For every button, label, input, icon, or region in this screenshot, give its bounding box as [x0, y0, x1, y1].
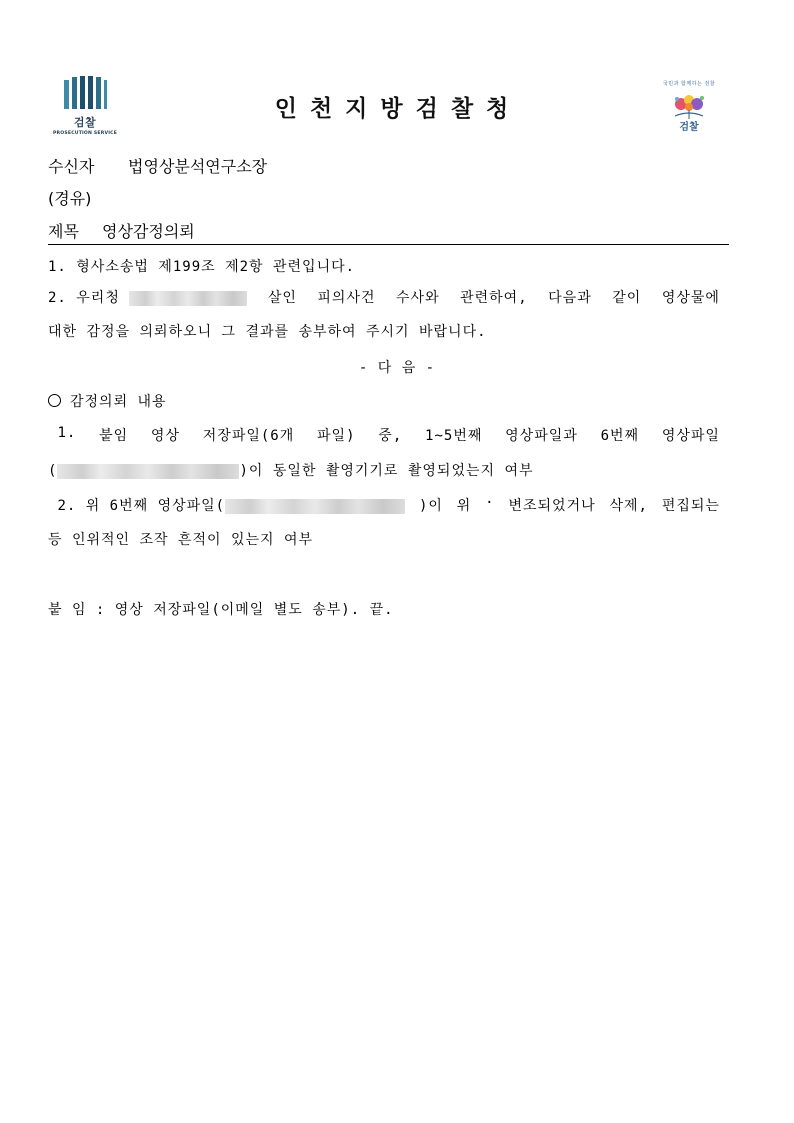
word: ·	[485, 495, 495, 511]
word: 삭제,	[609, 498, 648, 514]
recipient-label: 수신자	[48, 157, 95, 176]
item-2-prefix: 2. 위 6번째 영상파일(	[48, 495, 405, 515]
document-title: 인천지방검찰청	[274, 96, 522, 122]
dahum-heading: - 다 음 -	[358, 360, 436, 376]
logo-left-word: 검찰	[73, 116, 97, 129]
item-1-line-1	[48, 425, 720, 445]
word: 붙임	[99, 428, 129, 444]
mascot-icon	[669, 92, 709, 120]
word: 영상파일	[661, 428, 720, 444]
attachment-line: 붙 임 : 영상 저장파일(이메일 별도 송부). 끝.	[48, 602, 394, 618]
redacted-text	[129, 291, 247, 306]
paragraph-2-prefix: 2. 우리청	[48, 287, 247, 307]
logo-left-subtitle: PROSECUTION SERVICE	[52, 131, 118, 136]
word: 다음과	[548, 290, 592, 306]
prosecution-mascot-logo	[655, 80, 723, 142]
word: 영상물에	[661, 290, 720, 306]
header-divider	[48, 244, 729, 245]
prosecution-emblem-icon	[64, 76, 107, 109]
word: 영상	[150, 428, 180, 444]
word: 1.	[57, 425, 77, 441]
word: 같이	[612, 290, 642, 306]
recipient-value: 법영상분석연구소장	[128, 157, 268, 176]
circle-bullet-icon	[48, 394, 61, 407]
prosecution-logo	[48, 76, 122, 140]
word: 변조되었거나	[508, 498, 596, 514]
word: 피의사건	[317, 290, 376, 306]
recipient-row	[48, 154, 267, 177]
word: 중,	[378, 428, 403, 444]
word: 관련하여,	[460, 290, 528, 306]
subject-row	[48, 219, 195, 242]
redacted-text	[57, 464, 239, 479]
word: 6번째	[600, 428, 640, 444]
paragraph-1: 1. 형사소송법 제199조 제2항 관련입니다.	[48, 259, 356, 275]
word: 파일)	[317, 428, 356, 444]
word: )이	[418, 498, 443, 514]
word: 저장파일(6개	[202, 428, 295, 444]
word: 영상파일과	[505, 428, 578, 444]
paragraph-2-line-1	[48, 287, 720, 307]
word: 위	[456, 498, 472, 514]
subject-label: 제목	[48, 222, 79, 241]
word: 수사와	[396, 290, 440, 306]
logo-right-arc-text: 국민과 함께하는 검찰	[662, 81, 716, 87]
item-2-line-1	[48, 495, 720, 515]
subject-value: 영상감정의뢰	[102, 222, 195, 241]
word: 편집되는	[661, 498, 720, 514]
item-2-line-2: 등 인위적인 조작 흔적이 있는지 여부	[48, 532, 314, 548]
section-title: 감정의뢰 내용	[48, 391, 167, 411]
redacted-text	[225, 499, 405, 514]
word: 1~5번째	[425, 428, 483, 444]
paragraph-2-line-2: 대한 감정을 의뢰하오니 그 결과를 송부하여 주시기 바랍니다.	[48, 324, 487, 340]
logo-right-word: 검찰	[679, 122, 699, 133]
via-row: (경유)	[48, 189, 92, 208]
word: 살인	[267, 290, 297, 306]
item-1-line-2: ( )이 동일한 촬영기기로 촬영되었는지 여부	[48, 463, 534, 479]
